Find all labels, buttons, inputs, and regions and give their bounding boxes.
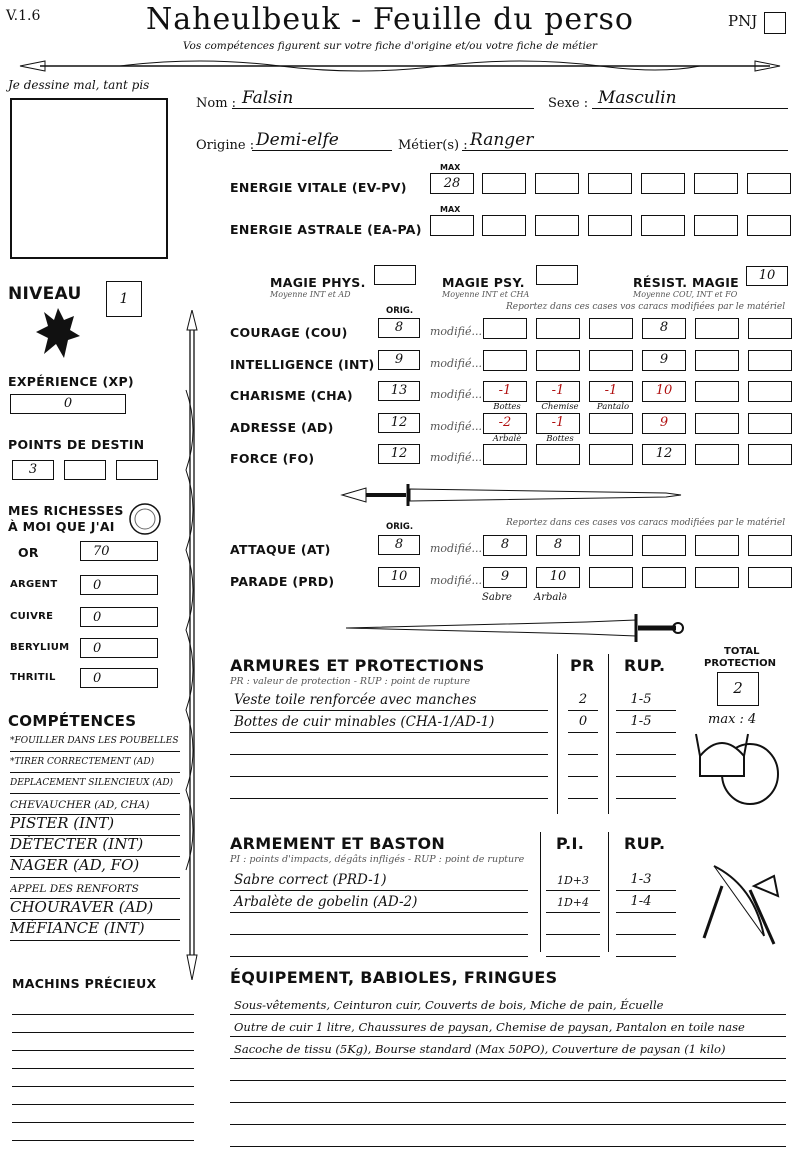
sexe-field[interactable]: Masculin — [592, 88, 788, 109]
stat-label: INTELLIGENCE (INT) — [230, 357, 375, 372]
ea-box-3[interactable] — [588, 215, 632, 236]
stat-mod-value — [484, 351, 526, 353]
stat-mod-value: 10 — [655, 383, 673, 398]
skill-line — [10, 877, 180, 878]
stat-mod-box[interactable] — [642, 350, 686, 371]
ev-max-label: MAX — [440, 163, 461, 172]
ev-box-3[interactable] — [588, 173, 632, 194]
stat-label: FORCE (FO) — [230, 451, 315, 466]
stat-mod-note: Arbalè — [492, 434, 522, 444]
ev-box-4[interactable] — [641, 173, 685, 194]
combat-mod-box[interactable] — [536, 567, 580, 588]
armor-col-pr: PR — [570, 656, 595, 675]
magie-phys-label: MAGIE PHYS. — [270, 275, 366, 290]
combat-mod-box[interactable] — [695, 567, 739, 588]
stat-mod-value — [590, 319, 632, 321]
armor-pr-line[interactable] — [568, 798, 598, 799]
stat-orig-box[interactable] — [378, 444, 420, 464]
richesses-label-2: À MOI QUE J'AI — [8, 519, 115, 534]
xp-box[interactable]: 0 — [10, 394, 126, 414]
stat-mod-value — [696, 445, 738, 447]
precious-line[interactable] — [12, 1068, 194, 1069]
ea-box-1[interactable] — [482, 215, 526, 236]
modifie-label: modifié... — [430, 357, 482, 370]
stat-mod-value — [484, 445, 526, 447]
ev-max-box[interactable]: 28 — [430, 173, 474, 194]
combat-mod-value — [696, 536, 738, 538]
combat-mod-value: 9 — [500, 569, 510, 584]
wealth-value-2[interactable] — [80, 607, 158, 627]
weapon-pi: 1D+3 — [556, 874, 590, 887]
combat-note-arbalete: Arbal∂ — [534, 592, 567, 603]
combat-mod-value: 8 — [553, 537, 563, 552]
combat-mod-box[interactable] — [483, 567, 527, 588]
combat-mod-box[interactable] — [748, 535, 792, 556]
combat-mod-value — [696, 568, 738, 570]
destin-box-3[interactable] — [116, 460, 158, 480]
combat-label: ATTAQUE (AT) — [230, 542, 331, 557]
skill-item: NAGER (AD, FO) — [10, 856, 140, 874]
ea-box-2[interactable] — [535, 215, 579, 236]
ea-max-label: MAX — [440, 205, 461, 214]
combat-orig-box[interactable] — [378, 535, 420, 555]
armor-line[interactable] — [230, 776, 548, 777]
stat-mod-value — [590, 445, 632, 447]
weapon-rup: 1-4 — [630, 894, 652, 909]
stat-orig-box[interactable] — [378, 318, 420, 338]
wealth-value-text: 0 — [93, 610, 102, 625]
armor-name: Veste toile renforcée avec manches — [234, 692, 477, 708]
combat-mod-box[interactable] — [483, 535, 527, 556]
ev-box-1[interactable] — [482, 173, 526, 194]
stat-mod-box[interactable] — [483, 350, 527, 371]
stat-mod-box[interactable] — [536, 381, 580, 402]
stat-mod-box[interactable] — [695, 413, 739, 434]
wealth-value-4[interactable] — [80, 668, 158, 688]
stat-mod-box[interactable] — [748, 350, 792, 371]
weapons-col-pi: P.I. — [556, 834, 585, 853]
stat-orig-box[interactable] — [378, 413, 420, 433]
machins-precieux-title: MACHINS PRÉCIEUX — [12, 976, 157, 991]
skill-line — [10, 751, 180, 752]
stat-mod-value: -1 — [551, 415, 565, 430]
equipment-line[interactable] — [230, 1036, 786, 1037]
armor-rup-line[interactable] — [616, 732, 676, 733]
modifie-label: modifié... — [430, 325, 482, 338]
armor-rup-line[interactable] — [616, 710, 676, 711]
combat-orig-value: 8 — [394, 537, 404, 552]
vertical-spear-decoration — [182, 310, 202, 980]
combat-mod-value — [643, 536, 685, 538]
wealth-value-text: 0 — [93, 578, 102, 593]
ea-max-box[interactable] — [430, 215, 474, 236]
stat-mod-box[interactable] — [748, 318, 792, 339]
combat-orig-value: 10 — [390, 569, 408, 584]
equipment-line[interactable] — [230, 1146, 786, 1147]
stat-orig-value: 12 — [390, 446, 408, 461]
sword-decoration-1 — [336, 480, 686, 510]
weapon-rup-line[interactable] — [616, 956, 676, 957]
combat-orig-box[interactable] — [378, 567, 420, 587]
stat-mod-value: -1 — [604, 383, 618, 398]
ea-box-6[interactable] — [747, 215, 791, 236]
stat-mod-box[interactable] — [589, 381, 633, 402]
weapon-pi-line[interactable] — [546, 934, 600, 935]
stat-mod-box[interactable] — [589, 444, 633, 465]
stat-mod-value — [537, 351, 579, 353]
stat-mod-box[interactable] — [536, 350, 580, 371]
stat-mod-box[interactable] — [483, 381, 527, 402]
stat-mod-note: Pantalo — [596, 402, 630, 412]
stat-mod-box[interactable] — [536, 444, 580, 465]
resist-magie-label: RÉSIST. MAGIE — [633, 275, 740, 290]
wealth-label-4: THRITIL — [10, 672, 56, 683]
dragon-icon — [34, 304, 82, 362]
stat-mod-box[interactable] — [748, 444, 792, 465]
nom-label: Nom : — [196, 96, 237, 111]
combat-mod-box[interactable] — [642, 535, 686, 556]
stat-mod-value — [537, 445, 579, 447]
stat-mod-value — [749, 414, 791, 416]
skill-item: *FOUILLER DANS LES POUBELLES — [10, 736, 179, 746]
stat-mod-note: Bottes — [546, 434, 574, 444]
armor-name: Bottes de cuir minables (CHA-1/AD-1) — [234, 714, 495, 730]
nom-field[interactable]: Falsin — [232, 88, 534, 109]
stat-mod-value — [590, 414, 632, 416]
weapon-line[interactable] — [230, 956, 528, 957]
total-protection-box[interactable]: 2 — [717, 672, 759, 706]
armor-pr-line[interactable] — [568, 732, 598, 733]
stat-mod-value — [696, 414, 738, 416]
stat-mod-value: 8 — [659, 320, 669, 335]
metier-field[interactable]: Ranger — [462, 130, 788, 151]
precious-line[interactable] — [12, 1032, 194, 1033]
wealth-value-0[interactable] — [80, 541, 158, 561]
skill-item: *TIRER CORRECTEMENT (AD) — [10, 757, 155, 767]
weapons-title: ARMEMENT ET BASTON — [230, 834, 446, 853]
skill-item: PISTER (INT) — [10, 814, 115, 832]
stat-mod-box[interactable] — [642, 413, 686, 434]
stat-mod-box[interactable] — [695, 444, 739, 465]
header-spear-decoration — [0, 56, 800, 76]
stat-mod-box[interactable] — [642, 444, 686, 465]
stat-mod-box[interactable] — [483, 318, 527, 339]
pnj-label: PNJ — [728, 12, 758, 30]
weapon-line[interactable] — [230, 890, 528, 891]
armor-rup-line[interactable] — [616, 776, 676, 777]
stat-mod-value — [696, 382, 738, 384]
weapon-pi: 1D+4 — [556, 896, 590, 909]
armor-pr: 2 — [578, 692, 588, 707]
page-title: Naheulbeuk - Feuille du perso — [146, 2, 634, 37]
ea-box-4[interactable] — [641, 215, 685, 236]
skill-item: CHEVAUCHER (AD, CHA) — [10, 799, 150, 811]
combat-mod-box[interactable] — [536, 535, 580, 556]
armor-rup: 1-5 — [630, 692, 652, 707]
destin-box-1[interactable]: 3 — [12, 460, 54, 480]
sexe-label: Sexe : — [548, 96, 589, 111]
stat-orig-box[interactable] — [378, 381, 420, 401]
modifie-label: modifié... — [430, 542, 482, 555]
destin-label: POINTS DE DESTIN — [8, 437, 145, 452]
portrait-frame[interactable] — [10, 98, 168, 259]
magie-psy-sub: Moyenne INT et CHA — [442, 290, 530, 299]
armor-subtitle: PR : valeur de protection - RUP : point de rupture — [230, 676, 471, 687]
helmet-shield-icon — [694, 726, 782, 808]
equipment-title: ÉQUIPEMENT, BABIOLES, FRINGUES — [230, 968, 558, 987]
combat-mod-box[interactable] — [589, 535, 633, 556]
armor-col-rup: RUP. — [624, 656, 666, 675]
weapons-col-rup: RUP. — [624, 834, 666, 853]
stat-orig-value: 9 — [394, 352, 404, 367]
skill-item: MÉFIANCE (INT) — [10, 919, 145, 937]
stat-orig-box[interactable] — [378, 350, 420, 370]
weapon-rup-line[interactable] — [616, 890, 676, 891]
stat-orig-value: 13 — [390, 383, 408, 398]
magie-psy-label: MAGIE PSY. — [442, 275, 525, 290]
stat-mod-value — [749, 445, 791, 447]
stat-mod-value — [484, 319, 526, 321]
armor-rup-line[interactable] — [616, 798, 676, 799]
metier-label: Métier(s) : — [398, 138, 468, 153]
origine-label: Origine : — [196, 138, 255, 153]
precious-line[interactable] — [12, 1050, 194, 1051]
stat-mod-value: -1 — [498, 383, 512, 398]
armor-line[interactable] — [230, 798, 548, 799]
total-protection-label-1: TOTAL — [724, 646, 760, 657]
armor-divider-1 — [557, 654, 558, 814]
stat-label: COURAGE (COU) — [230, 325, 348, 340]
wealth-value-text: 0 — [93, 671, 102, 686]
equipment-line[interactable] — [230, 1058, 786, 1059]
stat-orig-value: 8 — [394, 320, 404, 335]
stat-mod-value: -1 — [551, 383, 565, 398]
version: V.1.6 — [6, 8, 41, 24]
armor-divider-2 — [608, 654, 609, 814]
wealth-label-2: CUIVRE — [10, 611, 54, 622]
equipment-line-text: Sacoche de tissu (5Kg), Bourse standard (Max 50PO), Couverture de paysan (1 kilo) — [234, 1042, 726, 1056]
weapon-pi-line[interactable] — [546, 956, 600, 957]
modifie-label: modifié... — [430, 451, 482, 464]
modifie-label: modifié... — [430, 420, 482, 433]
origine-field[interactable]: Demi-elfe — [252, 130, 392, 151]
stat-label: CHARISME (CHA) — [230, 388, 353, 403]
magie-phys-box[interactable] — [374, 265, 416, 285]
skill-line — [10, 793, 180, 794]
niveau-box[interactable]: 1 — [106, 281, 142, 317]
magie-phys-sub: Moyenne INT et AD — [270, 290, 351, 299]
stat-mod-value — [537, 319, 579, 321]
weapon-pi-line[interactable] — [546, 890, 600, 891]
armor-pr-line[interactable] — [568, 754, 598, 755]
weapon-name: Sabre correct (PRD-1) — [234, 872, 387, 888]
stat-mod-value: 9 — [659, 415, 669, 430]
armor-line[interactable] — [230, 732, 548, 733]
combat-note: Reportez dans ces cases vos caracs modifiées par le matériel — [506, 518, 786, 528]
stats-orig-label: ORIG. — [386, 306, 414, 316]
ea-box-5[interactable] — [694, 215, 738, 236]
magie-psy-box[interactable] — [536, 265, 578, 285]
armor-rup-line[interactable] — [616, 754, 676, 755]
modifie-label: modifié... — [430, 388, 482, 401]
armor-pr-line[interactable] — [568, 776, 598, 777]
wealth-value-text: 70 — [93, 544, 110, 559]
stat-mod-value: 12 — [655, 446, 673, 461]
precious-line[interactable] — [12, 1104, 194, 1105]
weapon-line[interactable] — [230, 934, 528, 935]
combat-mod-box[interactable] — [695, 535, 739, 556]
equipment-line[interactable] — [230, 1124, 786, 1125]
wealth-label-1: ARGENT — [10, 579, 58, 590]
armor-rup: 1-5 — [630, 714, 652, 729]
stats-note: Reportez dans ces cases vos caracs modifiées par le matériel — [506, 302, 786, 312]
armor-pr: 0 — [578, 714, 588, 729]
weapon-rup: 1-3 — [630, 872, 652, 887]
stat-mod-value — [696, 319, 738, 321]
stat-mod-box[interactable] — [483, 444, 527, 465]
page-subtitle: Vos compétences figurent sur votre fiche d'origine et/ou votre fiche de métier — [182, 40, 598, 52]
equipment-line[interactable] — [230, 1014, 786, 1015]
weapons-divider-2 — [608, 832, 609, 952]
stat-mod-value: 9 — [659, 352, 669, 367]
equipment-line[interactable] — [230, 1080, 786, 1081]
xp-label: EXPÉRIENCE (XP) — [8, 374, 134, 389]
stat-mod-box[interactable] — [748, 413, 792, 434]
combat-mod-value — [590, 568, 632, 570]
stat-mod-note: Bottes — [493, 402, 521, 412]
ev-label: ENERGIE VITALE (EV-PV) — [230, 180, 407, 195]
stat-orig-value: 12 — [390, 415, 408, 430]
resist-magie-box[interactable]: 10 — [746, 266, 788, 286]
precious-line[interactable] — [12, 1140, 194, 1141]
stat-mod-value: -2 — [498, 415, 512, 430]
sword-decoration-2 — [336, 612, 686, 642]
skill-item: DÉPLACEMENT SILENCIEUX (AD) — [10, 778, 174, 788]
combat-mod-value: 8 — [500, 537, 510, 552]
stat-mod-box[interactable] — [642, 318, 686, 339]
armor-line[interactable] — [230, 754, 548, 755]
equipment-line-text: Sous-vêtements, Ceinturon cuir, Couverts de bois, Miche de pain, Écuelle — [234, 998, 664, 1012]
combat-mod-value — [749, 568, 791, 570]
precious-line[interactable] — [12, 1014, 194, 1015]
combat-mod-value — [749, 536, 791, 538]
niveau-label: NIVEAU — [8, 284, 82, 304]
combat-mod-value — [643, 568, 685, 570]
combat-mod-box[interactable] — [748, 567, 792, 588]
skill-item: CHOURAVER (AD) — [10, 898, 154, 916]
stat-mod-value — [749, 351, 791, 353]
wealth-value-text: 0 — [93, 641, 102, 656]
resist-magie-sub: Moyenne COU, INT et FO — [633, 290, 738, 299]
stat-mod-box[interactable] — [695, 318, 739, 339]
stat-mod-value — [749, 319, 791, 321]
combat-mod-value: 10 — [549, 569, 567, 584]
stat-mod-value — [590, 351, 632, 353]
skill-item: APPEL DES RENFORTS — [10, 883, 139, 895]
stat-mod-note: Chemise — [541, 402, 579, 412]
precious-line[interactable] — [12, 1122, 194, 1123]
wealth-label-3: BERYLIUM — [10, 642, 70, 653]
stat-mod-box[interactable] — [483, 413, 527, 434]
coin-icon — [128, 502, 162, 536]
max-protection-text: max : 4 — [708, 712, 757, 727]
combat-mod-box[interactable] — [642, 567, 686, 588]
stat-mod-value — [749, 382, 791, 384]
combat-label: PARADE (PRD) — [230, 574, 335, 589]
armor-line[interactable] — [230, 710, 548, 711]
weapon-name: Arbalète de gobelin (AD-2) — [234, 894, 418, 910]
stat-mod-box[interactable] — [589, 350, 633, 371]
stat-mod-box[interactable] — [536, 413, 580, 434]
combat-orig-label: ORIG. — [386, 522, 414, 532]
stat-label: ADRESSE (AD) — [230, 420, 334, 435]
stat-mod-box[interactable] — [642, 381, 686, 402]
equipment-line[interactable] — [230, 1102, 786, 1103]
skill-line — [10, 940, 180, 941]
wealth-value-3[interactable] — [80, 638, 158, 658]
richesses-label-1: MES RICHESSES — [8, 503, 124, 518]
armor-title: ARMURES ET PROTECTIONS — [230, 656, 485, 675]
armor-pr-line[interactable] — [568, 710, 598, 711]
stat-mod-box[interactable] — [695, 350, 739, 371]
weapon-line[interactable] — [230, 912, 528, 913]
competences-title: COMPÉTENCES — [8, 712, 137, 730]
skill-item: DÉTECTER (INT) — [10, 835, 144, 853]
total-protection-label-2: PROTECTION — [704, 658, 776, 669]
destin-box-2[interactable] — [64, 460, 106, 480]
weapons-divider-1 — [540, 832, 541, 952]
ea-label: ENERGIE ASTRALE (EA-PA) — [230, 222, 422, 237]
wealth-label-0: OR — [18, 545, 39, 560]
stat-mod-box[interactable] — [589, 413, 633, 434]
weapon-rup-line[interactable] — [616, 912, 676, 913]
wealth-value-1[interactable] — [80, 575, 158, 595]
equipment-line-text: Outre de cuir 1 litre, Chaussures de paysan, Chemise de paysan, Pantalon en toile nase — [234, 1020, 745, 1034]
ev-box-6[interactable] — [747, 173, 791, 194]
stat-mod-box[interactable] — [536, 318, 580, 339]
portrait-caption: Je dessine mal, tant pis — [8, 78, 150, 92]
combat-mod-value — [590, 536, 632, 538]
stat-mod-value — [696, 351, 738, 353]
weapons-icon — [694, 856, 786, 946]
combat-mod-box[interactable] — [589, 567, 633, 588]
weapon-rup-line[interactable] — [616, 934, 676, 935]
combat-note-sabre: Sabre — [482, 592, 512, 603]
skill-line — [10, 772, 180, 773]
ev-box-2[interactable] — [535, 173, 579, 194]
weapons-subtitle: PI : points d'impacts, dégâts infligés - RUP : point de rupture — [230, 854, 525, 865]
stat-mod-box[interactable] — [695, 381, 739, 402]
stat-mod-box[interactable] — [748, 381, 792, 402]
ev-box-5[interactable] — [694, 173, 738, 194]
weapon-pi-line[interactable] — [546, 912, 600, 913]
modifie-label: modifié... — [430, 574, 482, 587]
stat-mod-box[interactable] — [589, 318, 633, 339]
pnj-checkbox[interactable] — [764, 12, 786, 34]
precious-line[interactable] — [12, 1086, 194, 1087]
